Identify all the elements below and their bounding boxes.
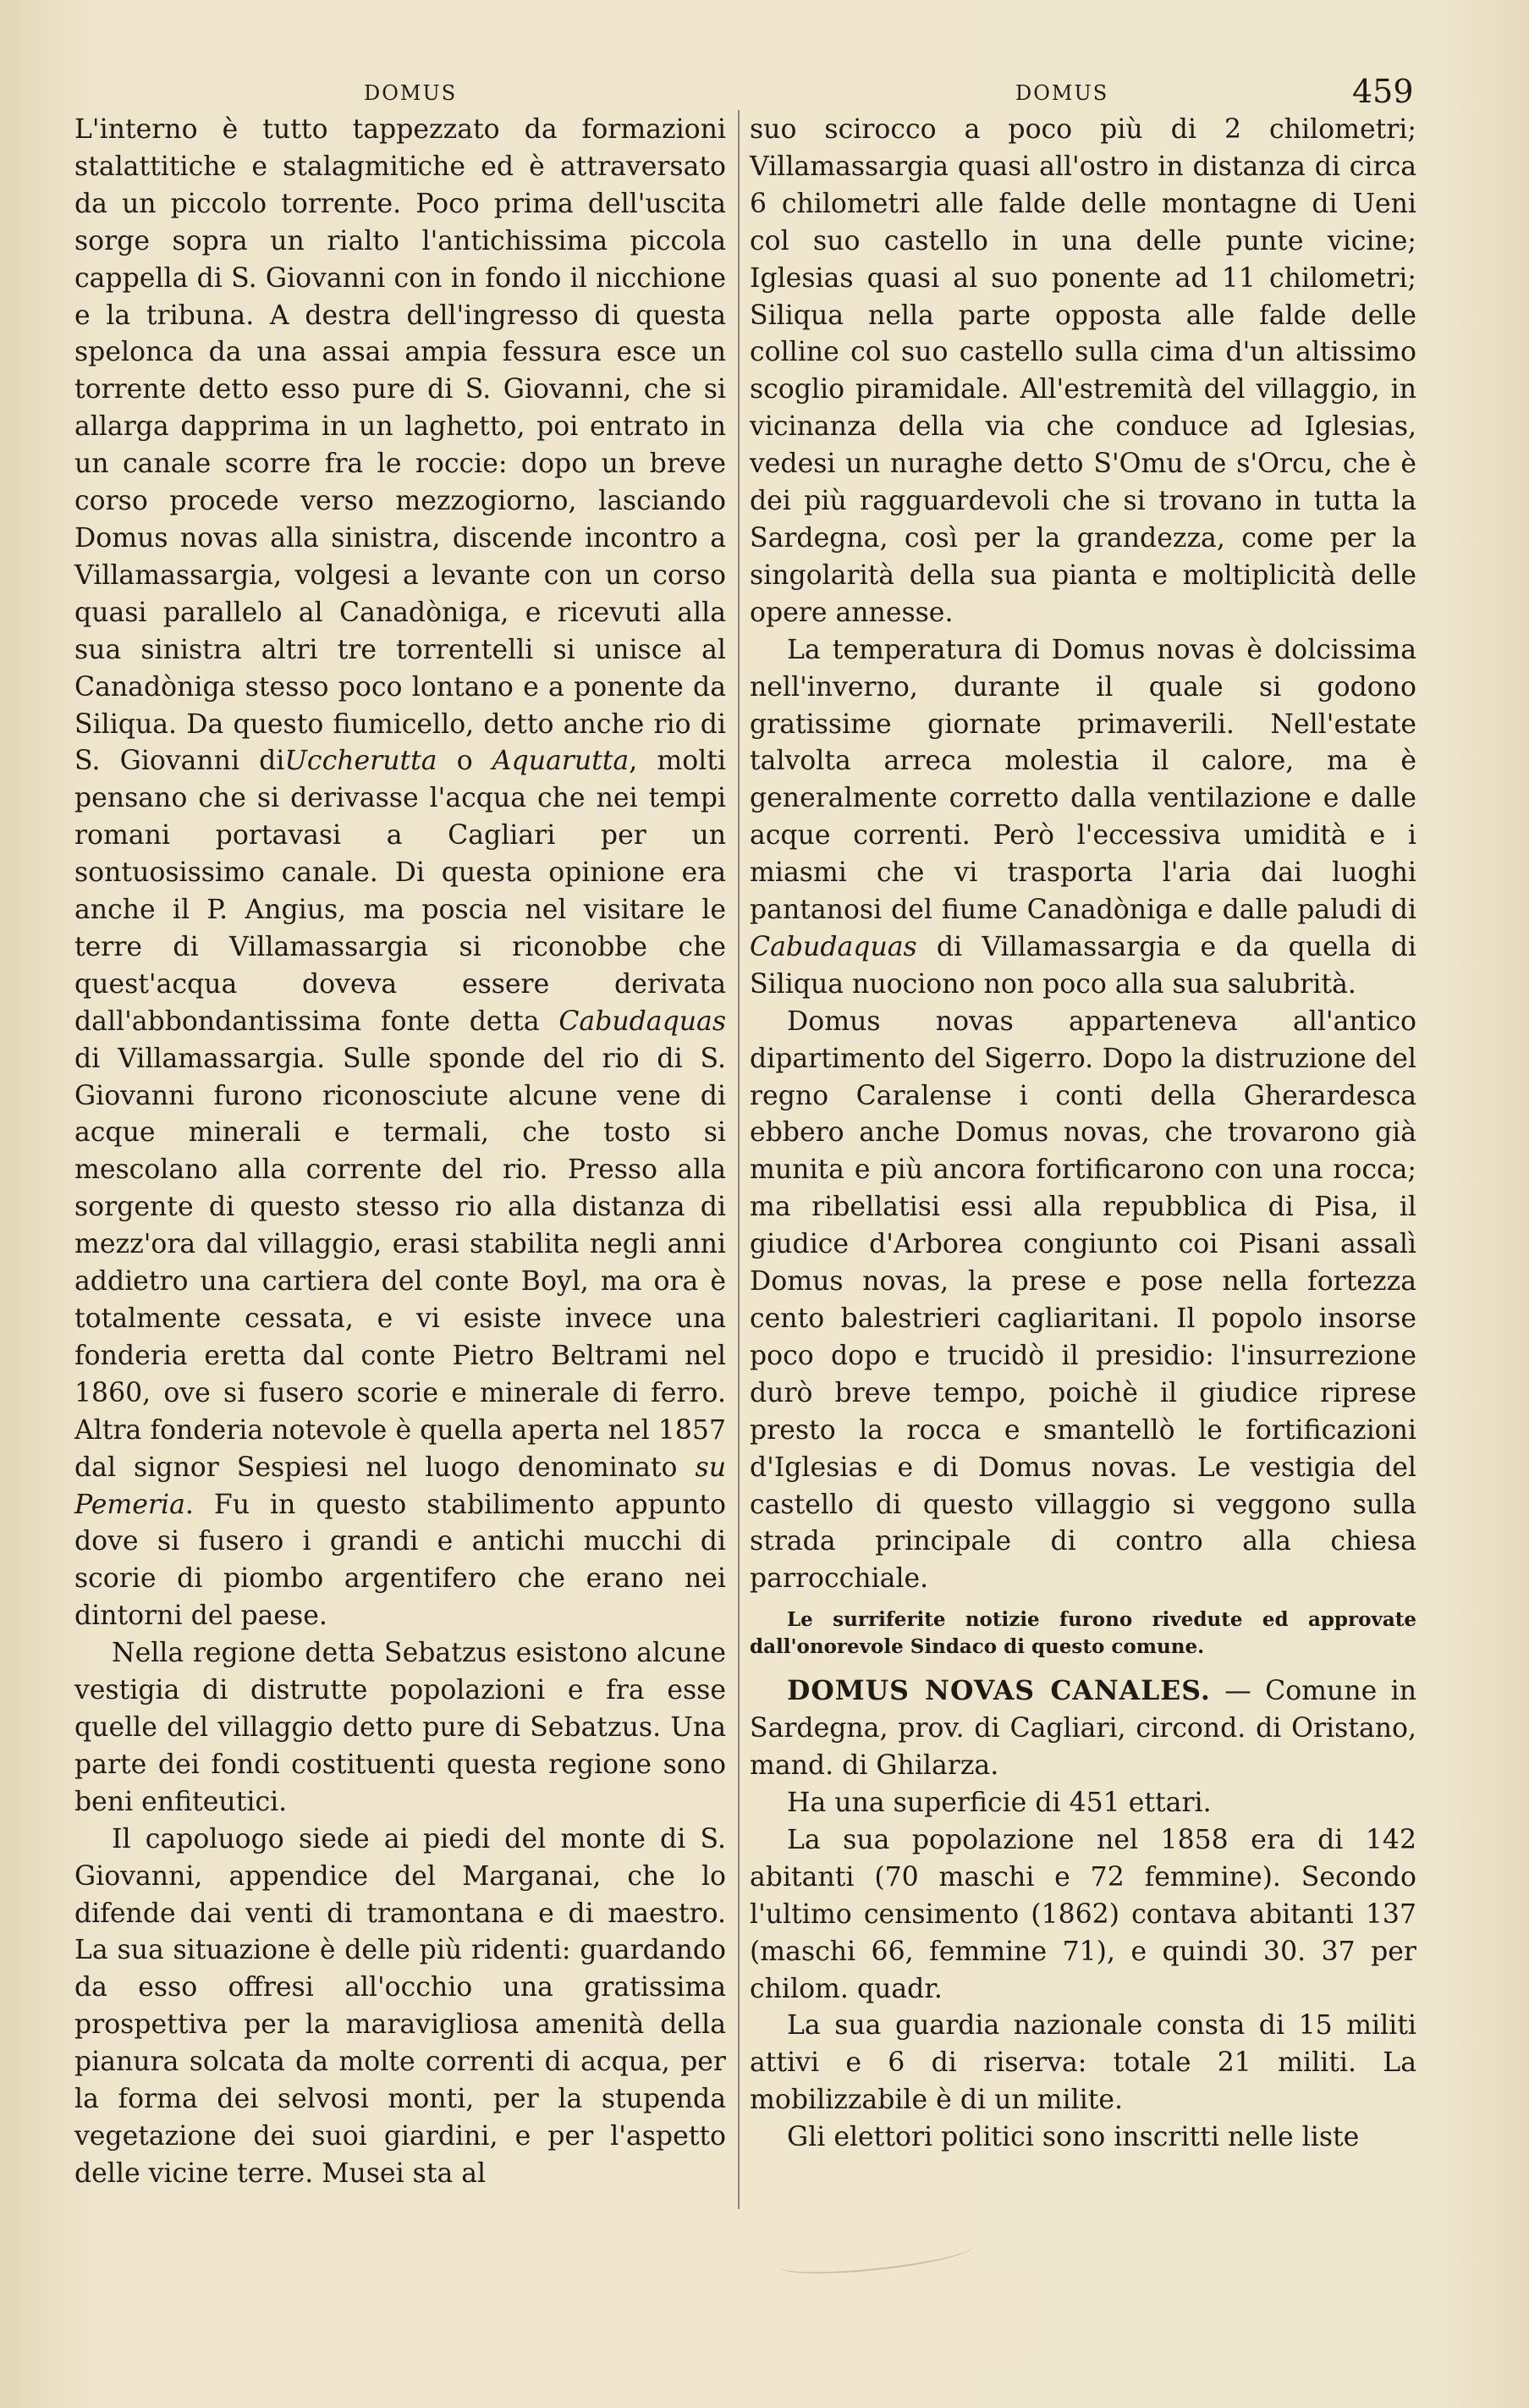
entry-domus-novas-canales: DOMUS NOVAS CANALES. — Comune in Sardegna, prov. di Cagliari, circond. di Oristano, mand. di Ghilarza. bbox=[750, 1675, 1416, 1782]
right-running-head: DOMUS bbox=[1015, 81, 1109, 105]
ink-smudge bbox=[778, 2233, 974, 2280]
left-column bbox=[74, 112, 726, 2193]
right-column bbox=[750, 112, 1416, 2157]
right-paragraph-temperatura: La temperatura di Domus novas è dolcissima nell'inverno, durante il quale si godono gratissime giornate primaverili. Nell'estate talvolta arreca molestia il calore, ma è generalmente corretto dalla ventilazione e dalle acque correnti. Però l'eccessiva umidità e i miasmi che vi trasporta l'aria dai luoghi pantanosi del fiume Canadòniga e dalle paludi di Cabudaquas di Villamassargia e da quella di Siliqua nuociono non poco alla sua salubrità. bbox=[750, 634, 1416, 1000]
column-divider bbox=[738, 110, 740, 2209]
left-running-head: DOMUS bbox=[364, 81, 458, 105]
left-paragraph-capoluogo: Il capoluogo siede ai piedi del monte di S. Giovanni, appendice del Marganai, che lo difende dai venti di tramontana e di maestro. La sua situazione è delle più ridenti: guardando da esso offresi all'occhio una gratissima prospettiva per la maravigliosa amenità della pianura solcata da molte correnti di acqua, per la forma dei selvosi monti, per la stupenda vegetazione dei suoi giardini, e per l'aspetto delle vicine terre. Musei sta al bbox=[74, 1823, 726, 2189]
right-paragraph-superficie: Ha una superficie di 451 ettari. bbox=[787, 1787, 1212, 1818]
left-paragraph-sebatzus: Nella regione detta Sebatzus esistono alcune vestigia di distrutte popolazioni e fra esse quelle del villaggio detto pure di Sebatzus. Una parte dei fondi costituenti questa regione sono beni enfiteutici. bbox=[74, 1638, 726, 1817]
right-paragraph-1: suo scirocco a poco più di 2 chilometri; Villamassargia quasi all'ostro in distanza di circa 6 chilometri alle falde delle montagne di Ueni col suo castello in una delle punte vicine; Iglesias quasi al suo ponente ad 11 chilometri; Siliqua nella parte opposta alle falde delle colline col suo castello sulla cima d'un altissimo scoglio piramidale. All'estremità del villaggio, in vicinanza della via che conduce ad Iglesias, vedesi un nuraghe detto S'Omu de s'Orcu, che è dei più ragguardevoli che si trovano in tutta la Sardegna, così per la grandezza, come per la singolarità della sua pianta e moltiplicità delle opere annesse. bbox=[750, 114, 1416, 628]
right-paragraph-popolazione: La sua popolazione nel 1858 era di 142 abitanti (70 maschi e 72 femmine). Secondo l'ultimo censimento (1862) contava abitanti 137 (maschi 66, femmine 71), e quindi 30. 37 per chilom. quadr. bbox=[750, 1824, 1416, 2004]
right-paragraph-storia: Domus novas apparteneva all'antico dipartimento del Sigerro. Dopo la distruzione del regno Caralense i conti della Gherardesca ebbero anche Domus novas, che trovarono già munita e più ancora fortificarono con una rocca; ma ribellatisi essi alla repubblica di Pisa, il giudice d'Arborea congiunto coi Pisani assalì Domus novas, la prese e pose nella fortezza cento balestrieri cagliaritani. Il popolo insorse poco dopo e trucidò il presidio: l'insurrezione durò breve tempo, poichè il giudice riprese presto la rocca e smantellò le fortificazioni d'Iglesias e di Domus novas. Le vestigia del castello di questo villaggio si veggono sulla strada principale di contro alla chiesa parrocchiale. bbox=[750, 1006, 1416, 1595]
page-number: 459 bbox=[1352, 73, 1414, 110]
entry-title: DOMUS NOVAS CANALES. bbox=[787, 1675, 1211, 1707]
right-paragraph-elettori: Gli elettori politici sono inscritti nelle liste bbox=[787, 2122, 1360, 2153]
left-paragraph-1: L'interno è tutto tappezzato da formazioni stalattitiche e stalagmitiche ed è attraversato da un piccolo torrente. Poco prima dell'uscita sorge sopra un rialto l'antichissima piccola cappella di S. Giovanni con in fondo il nicchione e la tribuna. A destra dell'ingresso di questa spelonca da una assai ampia fessura esce un torrente detto esso pure di S. Giovanni, che si allarga dapprima in un laghetto, poi entrato in un canale scorre fra le roccie: dopo un breve corso procede verso mezzogiorno, lasciando Domus novas alla sinistra, discende incontro a Villamassargia, volgesi a levante con un corso quasi parallelo al Canadòniga, e ricevuti alla sua sinistra altri tre torrentelli si unisce al Canadòniga stesso poco lontano e a ponente da Siliqua. Da questo fiumicello, detto anche rio di S. Giovanni diUccherutta o Aquarutta, molti pensano che si derivasse l'acqua che nei tempi romani portavasi a Cagliari per un sontuosissimo canale. Di questa opinione era anche il P. Angius, ma poscia nel visitare le terre di Villamassargia si riconobbe che quest'acqua doveva essere derivata dall'abbondantissima fonte detta Cabudaquas di Villamassargia. Sulle sponde del rio di S. Giovanni furono riconosciute alcune vene di acque minerali e termali, che tosto si mescolano alla corrente del rio. Presso alla sorgente di questo stesso rio alla distanza di mezz'ora dal villaggio, erasi stabilita negli anni addietro una cartiera del conte Boyl, ma ora è totalmente cessata, e vi esiste invece una fonderia eretta dal conte Pietro Beltrami nel 1860, ove si fusero scorie e minerale di ferro. Altra fonderia notevole è quella aperta nel 1857 dal signor Sespiesi nel luogo denominato su Pemeria. Fu in questo stabilimento appunto dove si fusero i grandi e antichi mucchi di scorie di piombo argentifero che erano nei dintorni del paese. bbox=[74, 114, 726, 1632]
right-paragraph-guardia: La sua guardia nazionale consta di 15 militi attivi e 6 di riserva: totale 21 militi. La mobilizzabile è di un milite. bbox=[750, 2010, 1416, 2116]
footnote: Le surriferite notizie furono rivedute ed approvate dall'onorevole Sindaco di questo comune. bbox=[750, 1608, 1416, 1659]
